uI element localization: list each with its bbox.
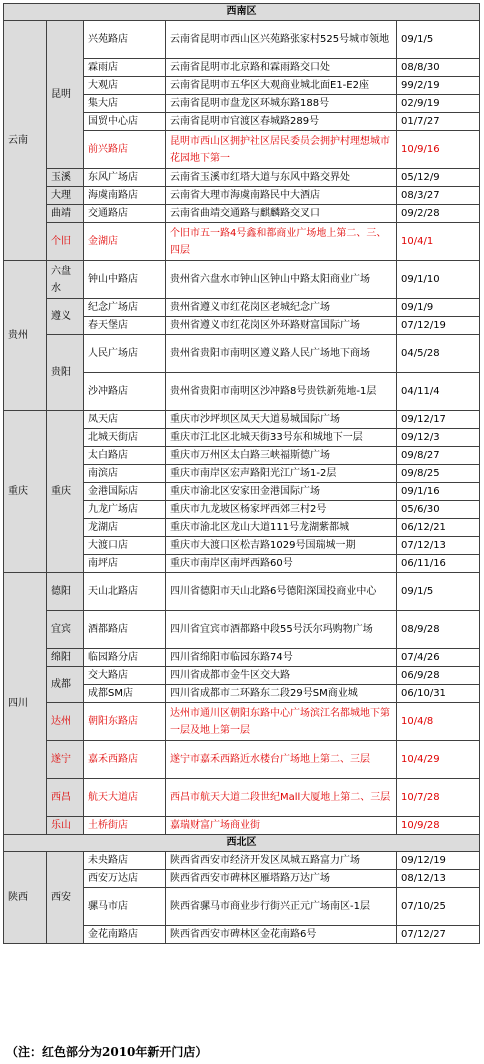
store-address-cell: 西昌市航天大道二段世纪Mall大厦地上第二、三层 xyxy=(166,779,397,817)
store-name-cell: 金湖店 xyxy=(84,223,166,261)
opening-date-cell: 07/12/13 xyxy=(397,537,480,555)
province-cell: 重庆 xyxy=(4,411,47,573)
store-address-cell: 云南省昆明市盘龙区环城东路188号 xyxy=(166,95,397,113)
store-address-cell: 四川省宜宾市酒都路中段55号沃尔玛购物广场 xyxy=(166,611,397,649)
city-cell: 乐山 xyxy=(47,817,84,835)
opening-date-cell: 09/1/9 xyxy=(397,299,480,317)
store-address-cell: 陕西省骡马市商业步行街兴正元广场南区-1层 xyxy=(166,888,397,926)
region-header: 西南区 xyxy=(4,4,480,21)
store-address-cell: 贵州省遵义市红花岗区老城纪念广场 xyxy=(166,299,397,317)
store-name-cell: 西安万达店 xyxy=(84,870,166,888)
store-address-cell: 陕西省西安市碑林区金花南路6号 xyxy=(166,926,397,944)
store-name-cell: 春天堡店 xyxy=(84,317,166,335)
store-name-cell: 酒都路店 xyxy=(84,611,166,649)
store-address-cell: 重庆市万州区太白路三峡福斯德广场 xyxy=(166,447,397,465)
opening-date-cell: 09/12/19 xyxy=(397,852,480,870)
store-address-cell: 遂宁市嘉禾西路近水楼台广场地上第二、三层 xyxy=(166,741,397,779)
city-cell: 西安 xyxy=(47,852,84,944)
store-name-cell: 南滨店 xyxy=(84,465,166,483)
opening-date-cell: 10/4/29 xyxy=(397,741,480,779)
opening-date-cell: 10/9/28 xyxy=(397,817,480,835)
store-name-cell: 北城天街店 xyxy=(84,429,166,447)
store-row xyxy=(4,187,480,205)
store-name-cell: 大渡口店 xyxy=(84,537,166,555)
province-cell: 陕西 xyxy=(4,852,47,944)
store-address-cell: 重庆市渝北区龙山大道111号龙湖紫都城 xyxy=(166,519,397,537)
opening-date-cell: 10/9/16 xyxy=(397,131,480,169)
store-address-cell: 嘉瑞财富广场商业街 xyxy=(166,817,397,835)
store-name-cell: 嘉禾西路店 xyxy=(84,741,166,779)
store-row xyxy=(4,21,480,59)
store-address-cell: 贵州省遵义市红花岗区外环路财富国际广场 xyxy=(166,317,397,335)
store-address-cell: 云南省昆明市西山区兴苑路张家村525号城市领地 xyxy=(166,21,397,59)
opening-date-cell: 09/12/3 xyxy=(397,429,480,447)
opening-date-cell: 06/10/31 xyxy=(397,685,480,703)
city-cell: 六盘水 xyxy=(47,261,84,299)
region-header-row xyxy=(4,835,480,852)
store-name-cell: 天山北路店 xyxy=(84,573,166,611)
store-row xyxy=(4,223,480,261)
city-cell: 遂宁 xyxy=(47,741,84,779)
province-cell: 四川 xyxy=(4,573,47,835)
store-name-cell: 交通路店 xyxy=(84,205,166,223)
store-row xyxy=(4,779,480,817)
opening-date-cell: 04/11/4 xyxy=(397,373,480,411)
store-name-cell: 交大路店 xyxy=(84,667,166,685)
store-row xyxy=(4,741,480,779)
store-name-cell: 国贸中心店 xyxy=(84,113,166,131)
store-name-cell: 人民广场店 xyxy=(84,335,166,373)
store-address-cell: 重庆市南岸区宏声路阳光江广场1-2层 xyxy=(166,465,397,483)
opening-date-cell: 08/8/30 xyxy=(397,59,480,77)
region-header: 西北区 xyxy=(4,835,480,852)
store-address-cell: 四川省成都市二环路东二段29号SM商业城 xyxy=(166,685,397,703)
store-address-cell: 重庆市大渡口区松吉路1029号国瑞城一期 xyxy=(166,537,397,555)
region-header-row xyxy=(4,4,480,21)
store-row xyxy=(4,703,480,741)
opening-date-cell: 10/4/1 xyxy=(397,223,480,261)
store-name-cell: 前兴路店 xyxy=(84,131,166,169)
store-address-cell: 贵州省贵阳市南明区沙冲路8号贵铁新苑地-1层 xyxy=(166,373,397,411)
city-cell: 达州 xyxy=(47,703,84,741)
opening-date-cell: 09/1/5 xyxy=(397,573,480,611)
store-name-cell: 钟山中路店 xyxy=(84,261,166,299)
store-name-cell: 航天大道店 xyxy=(84,779,166,817)
city-cell: 大理 xyxy=(47,187,84,205)
store-address-cell: 云南省昆明市官渡区春城路289号 xyxy=(166,113,397,131)
opening-date-cell: 05/12/9 xyxy=(397,169,480,187)
opening-date-cell: 09/1/16 xyxy=(397,483,480,501)
store-address-cell: 贵州省贵阳市南明区遵义路人民广场地下商场 xyxy=(166,335,397,373)
store-address-cell: 重庆市九龙坡区杨家坪西郊三村2号 xyxy=(166,501,397,519)
province-cell: 云南 xyxy=(4,21,47,261)
store-address-cell: 陕西省西安市碑林区雁塔路万达广场 xyxy=(166,870,397,888)
province-cell: 贵州 xyxy=(4,261,47,411)
store-name-cell: 霖雨店 xyxy=(84,59,166,77)
store-name-cell: 金花南路店 xyxy=(84,926,166,944)
opening-date-cell: 01/7/27 xyxy=(397,113,480,131)
store-name-cell: 九龙广场店 xyxy=(84,501,166,519)
store-name-cell: 土桥街店 xyxy=(84,817,166,835)
store-row xyxy=(4,335,480,373)
store-name-cell: 未央路店 xyxy=(84,852,166,870)
city-cell: 宜宾 xyxy=(47,611,84,649)
store-name-cell: 海虞南路店 xyxy=(84,187,166,205)
store-address-cell: 云南省曲靖交通路与麒麟路交叉口 xyxy=(166,205,397,223)
opening-date-cell: 10/4/8 xyxy=(397,703,480,741)
store-name-cell: 金港国际店 xyxy=(84,483,166,501)
store-address-cell: 重庆市渝北区安家田金港国际广场 xyxy=(166,483,397,501)
store-address-cell: 四川省德阳市天山北路6号德阳深国投商业中心 xyxy=(166,573,397,611)
opening-date-cell: 06/12/21 xyxy=(397,519,480,537)
store-row xyxy=(4,261,480,299)
opening-date-cell: 10/7/28 xyxy=(397,779,480,817)
store-row xyxy=(4,817,480,835)
opening-date-cell: 06/11/16 xyxy=(397,555,480,573)
store-address-cell: 达州市通川区朝阳东路中心广场滨江名都城地下第一层及地上第一层 xyxy=(166,703,397,741)
store-row xyxy=(4,169,480,187)
store-address-cell: 贵州省六盘水市钟山区钟山中路太阳商业广场 xyxy=(166,261,397,299)
store-row xyxy=(4,852,480,870)
store-address-cell: 重庆市南岸区南坪西路60号 xyxy=(166,555,397,573)
city-cell: 曲靖 xyxy=(47,205,84,223)
store-row xyxy=(4,611,480,649)
store-address-cell: 重庆市江北区北城天街33号东和城地下一层 xyxy=(166,429,397,447)
store-address-cell: 四川省绵阳市临园东路74号 xyxy=(166,649,397,667)
store-address-cell: 云南省玉溪市红塔大道与东风中路交界处 xyxy=(166,169,397,187)
city-cell: 昆明 xyxy=(47,21,84,169)
store-name-cell: 东风广场店 xyxy=(84,169,166,187)
store-row xyxy=(4,411,480,429)
opening-date-cell: 09/2/28 xyxy=(397,205,480,223)
store-address-cell: 云南省大理市海虞南路民中大酒店 xyxy=(166,187,397,205)
opening-date-cell: 04/5/28 xyxy=(397,335,480,373)
store-address-cell: 陕西省西安市经济开发区凤城五路富力广场 xyxy=(166,852,397,870)
city-cell: 绵阳 xyxy=(47,649,84,667)
city-cell: 玉溪 xyxy=(47,169,84,187)
city-cell: 成都 xyxy=(47,667,84,703)
opening-date-cell: 07/4/26 xyxy=(397,649,480,667)
store-address-cell: 昆明市西山区拥护社区居民委员会拥护村理想城市花园地下第一 xyxy=(166,131,397,169)
store-name-cell: 临园路分店 xyxy=(84,649,166,667)
opening-date-cell: 07/12/19 xyxy=(397,317,480,335)
opening-date-cell: 09/8/27 xyxy=(397,447,480,465)
opening-date-cell: 09/8/25 xyxy=(397,465,480,483)
opening-date-cell: 09/12/17 xyxy=(397,411,480,429)
store-address-cell: 个旧市五一路4号鑫和都商业广场地上第二、三、四层 xyxy=(166,223,397,261)
opening-date-cell: 09/1/10 xyxy=(397,261,480,299)
opening-date-cell: 08/3/27 xyxy=(397,187,480,205)
store-row xyxy=(4,573,480,611)
store-name-cell: 太白路店 xyxy=(84,447,166,465)
store-name-cell: 龙湖店 xyxy=(84,519,166,537)
store-name-cell: 集大店 xyxy=(84,95,166,113)
store-name-cell: 纪念广场店 xyxy=(84,299,166,317)
city-cell: 个旧 xyxy=(47,223,84,261)
store-row xyxy=(4,667,480,685)
city-cell: 遵义 xyxy=(47,299,84,335)
opening-date-cell: 07/12/27 xyxy=(397,926,480,944)
city-cell: 重庆 xyxy=(47,411,84,573)
store-table xyxy=(3,3,480,944)
store-name-cell: 兴苑路店 xyxy=(84,21,166,59)
store-name-cell: 凤天店 xyxy=(84,411,166,429)
city-cell: 贵阳 xyxy=(47,335,84,411)
city-cell: 德阳 xyxy=(47,573,84,611)
opening-date-cell: 08/12/13 xyxy=(397,870,480,888)
opening-date-cell: 02/9/19 xyxy=(397,95,480,113)
store-row xyxy=(4,205,480,223)
store-name-cell: 朝阳东路店 xyxy=(84,703,166,741)
store-name-cell: 南坪店 xyxy=(84,555,166,573)
store-name-cell: 大观店 xyxy=(84,77,166,95)
store-row xyxy=(4,649,480,667)
store-row xyxy=(4,299,480,317)
store-address-cell: 四川省成都市金牛区交大路 xyxy=(166,667,397,685)
footnote: （注：红色部分为2010年新开门店） xyxy=(6,1045,208,1059)
store-name-cell: 成都SM店 xyxy=(84,685,166,703)
store-address-cell: 云南省昆明市五华区大观商业城北面E1-E2座 xyxy=(166,77,397,95)
opening-date-cell: 05/6/30 xyxy=(397,501,480,519)
opening-date-cell: 07/10/25 xyxy=(397,888,480,926)
opening-date-cell: 99/2/19 xyxy=(397,77,480,95)
store-address-cell: 重庆市沙坪坝区凤天大道易城国际广场 xyxy=(166,411,397,429)
store-name-cell: 沙冲路店 xyxy=(84,373,166,411)
opening-date-cell: 09/1/5 xyxy=(397,21,480,59)
city-cell: 西昌 xyxy=(47,779,84,817)
store-address-cell: 云南省昆明市北京路和霖雨路交口处 xyxy=(166,59,397,77)
store-name-cell: 骡马市店 xyxy=(84,888,166,926)
opening-date-cell: 08/9/28 xyxy=(397,611,480,649)
opening-date-cell: 06/9/28 xyxy=(397,667,480,685)
